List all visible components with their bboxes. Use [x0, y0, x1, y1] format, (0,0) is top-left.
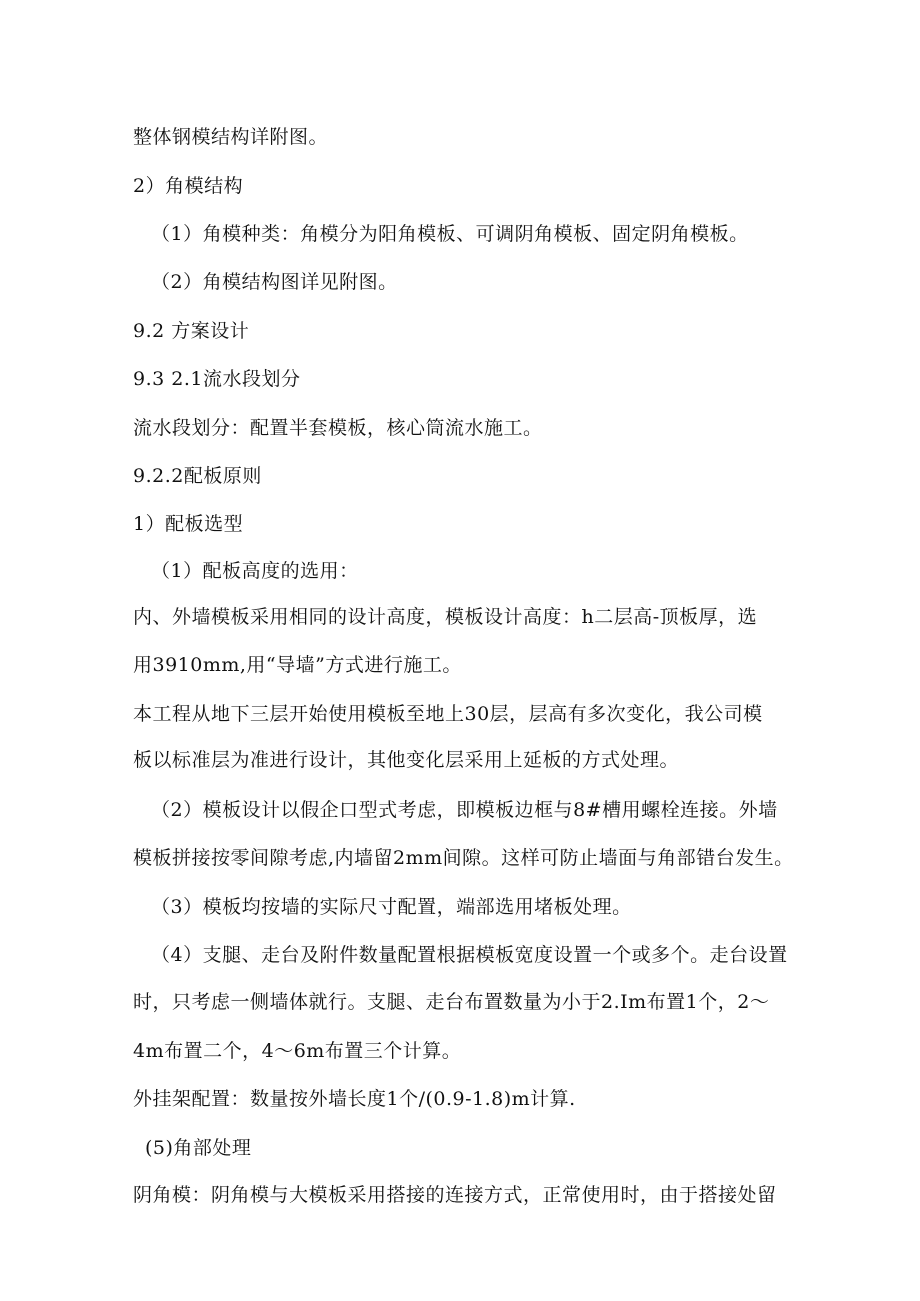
list-item: （2）模板设计以假企口型式考虑，即模板边框与8#槽用螺栓连接。外墙 [151, 799, 778, 821]
paragraph-text: 模板拼接按零间隙考虑,内墙留2mm间隙。这样可防止墙面与角部错台发生。 [133, 847, 794, 869]
paragraph-text: 流水段划分：配置半套模板，核心筒流水施工。 [133, 417, 543, 439]
list-item: (5)角部处理 [145, 1137, 252, 1159]
paragraph-text: 内、外墙模板采用相同的设计高度，模板设计高度：h二层高-顶板厚，选 [133, 606, 758, 628]
paragraph-text: 时，只考虑一侧墙体就行。支腿、走台布置数量为小于2.Im布置1个，2〜 [133, 991, 770, 1013]
section-heading: 9.2.2配板原则 [133, 465, 262, 487]
list-item: （1）配板高度的选用： [151, 560, 359, 582]
paragraph-text: 板以标准层为准进行设计，其他变化层采用上延板的方式处理。 [133, 749, 680, 771]
paragraph-text: 4m布置二个，4〜6m布置三个计算。 [133, 1040, 462, 1062]
list-item: （2）角模结构图详见附图。 [151, 271, 398, 293]
paragraph-text: 整体钢模结构详附图。 [133, 126, 329, 148]
section-heading: 1）配板选型 [133, 513, 244, 535]
list-item: （3）模板均按墙的实际尺寸配置，端部选用堵板处理。 [151, 896, 632, 918]
list-item: （1）角模种类：角模分为阳角模板、可调阴角模板、固定阴角模板。 [151, 223, 749, 245]
section-heading: 2）角模结构 [133, 175, 244, 197]
paragraph-text: 本工程从地下三层开始使用模板至地上30层，层高有多次变化，我公司模 [133, 703, 763, 725]
paragraph-text: 用3910mm,用“导墙”方式进行施工。 [133, 654, 462, 676]
paragraph-text: 外挂架配置：数量按外墙长度1个/(0.9-1.8)m计算. [133, 1088, 576, 1110]
section-heading: 9.3 2.1流水段划分 [133, 368, 301, 390]
section-heading: 9.2 方案设计 [133, 320, 250, 342]
paragraph-text: 阴角模：阴角模与大模板采用搭接的连接方式，正常使用时，由于搭接处留 [133, 1184, 777, 1206]
list-item: （4）支腿、走台及附件数量配置根据模板宽度设置一个或多个。走台设置 [151, 944, 788, 966]
